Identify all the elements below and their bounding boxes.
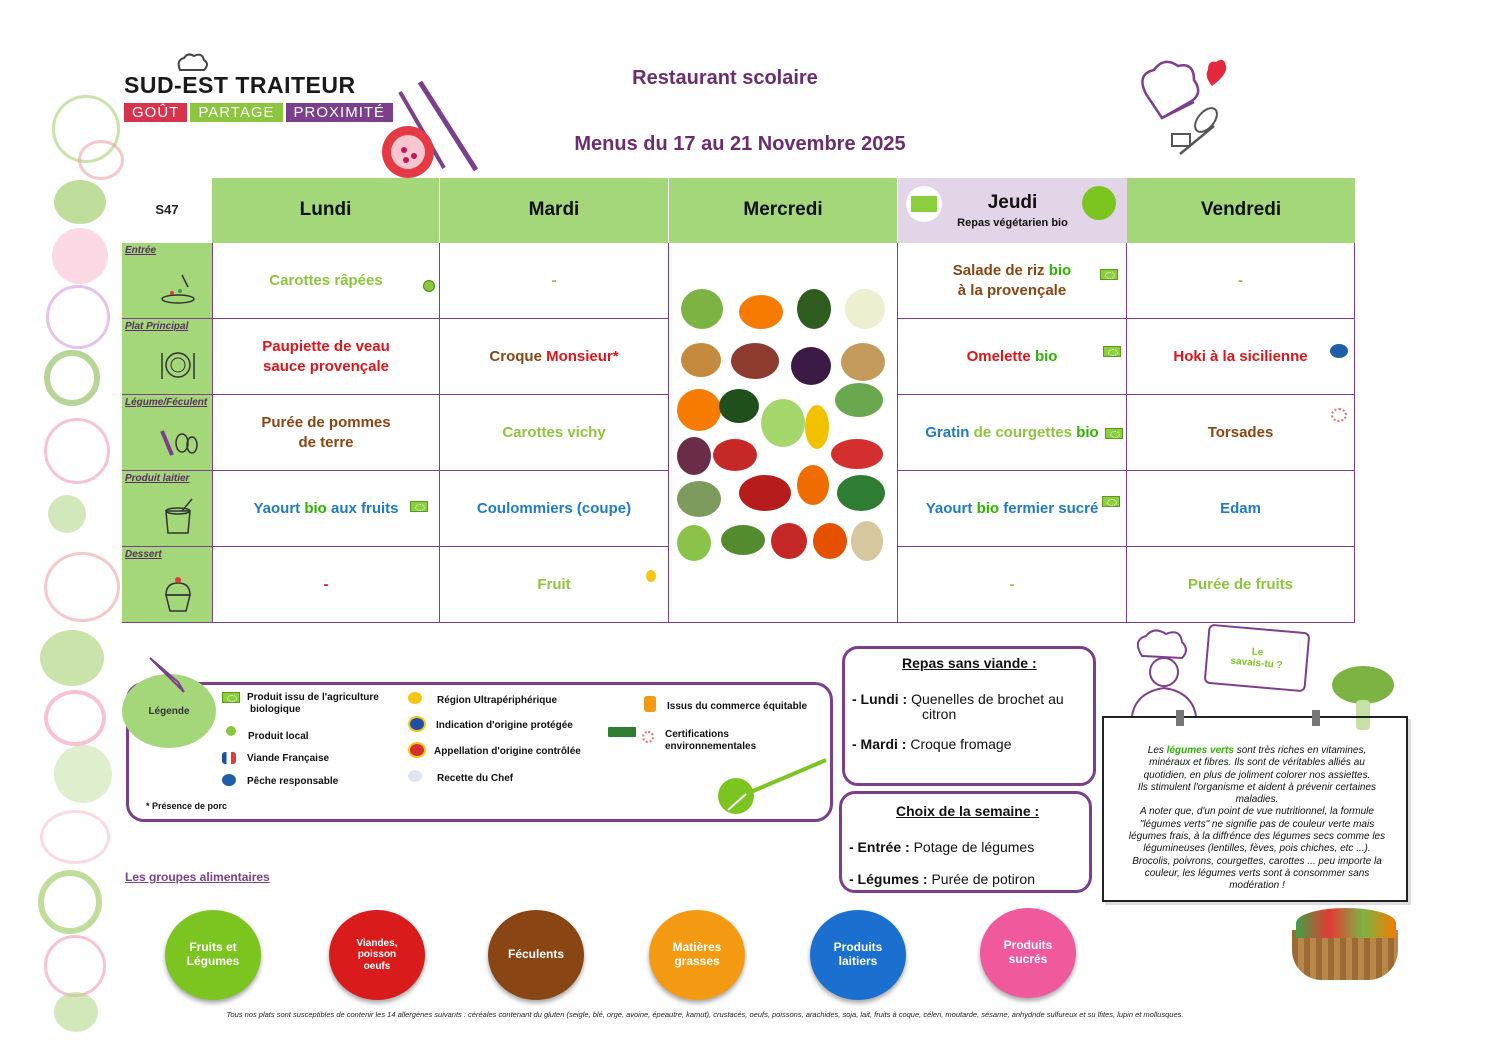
groupe-laitiers-l2: laitiers bbox=[838, 954, 878, 968]
sans-viande-mardi bbox=[852, 736, 1012, 752]
savais-tu-line-9: Brocolis, poivrons, courgettes, carottes ... peu importe la bbox=[1132, 855, 1382, 867]
celeriac-image bbox=[851, 521, 883, 561]
groupe-feculents-label: Féculents bbox=[507, 947, 564, 962]
jeudi-laitier bbox=[898, 471, 1127, 547]
sans-viande-lundi bbox=[852, 691, 1064, 707]
jeudi-laitier-bio: bio bbox=[976, 499, 1000, 517]
savais-tu-text bbox=[1112, 745, 1402, 893]
savais-tu-legumes-verts: légumes verts bbox=[1166, 745, 1234, 756]
allergen-footer: Tous nos plats sont susceptibles de contenir les 14 allergènes suivants : céréales contenant du gluten (seigle, blé, orge, avoine, épeautre, kamut), crustacés, oeufs, poissons, arachides, soja, lait, fruits à coque, céleri, moutarde, sésame, anhydride sulfureux et su lfites, lupin et mollusques. bbox=[226, 1010, 1184, 1019]
legend-item-igp: Indication d'origine protégée bbox=[436, 720, 573, 731]
lundi-plat-line1: Paupiette de veau bbox=[262, 338, 390, 355]
groupe-grasses-l2: grasses bbox=[674, 954, 720, 968]
lundi-entree bbox=[212, 243, 440, 319]
pepper-stack-image bbox=[805, 405, 829, 449]
savais-tu-line-1: minéraux et fibres. Ils sont de véritables alliés au bbox=[1149, 757, 1365, 769]
red-cabbage-image bbox=[677, 437, 711, 475]
choix-entree-label: - Entrée : bbox=[849, 839, 910, 855]
mixed-veg-image bbox=[731, 343, 779, 379]
category-plat bbox=[122, 319, 212, 395]
apple-drawing bbox=[44, 552, 120, 622]
legend-viande-francaise-icon bbox=[222, 752, 236, 764]
vegetables-icon bbox=[158, 421, 198, 461]
meat-drawing bbox=[44, 418, 110, 484]
region-ultraperipherique-icon bbox=[646, 570, 656, 582]
vendredi-plat-text: Hoki à la sicilienne bbox=[1173, 347, 1308, 365]
day-header-vendredi bbox=[1127, 178, 1355, 243]
carrots-bunch-image bbox=[677, 389, 721, 431]
vendredi-entree bbox=[1127, 243, 1355, 319]
day-name-vendredi: Vendredi bbox=[1200, 199, 1282, 221]
peche-responsable-icon bbox=[1330, 344, 1348, 358]
jeudi-bio-logo-icon bbox=[906, 186, 942, 222]
savais-tu-clip-left bbox=[1176, 710, 1184, 726]
orange-slice-drawing bbox=[38, 870, 102, 934]
category-label-dessert: Dessert bbox=[125, 549, 162, 560]
day-header-mercredi bbox=[669, 178, 898, 243]
savais-tu-p1 bbox=[1112, 745, 1402, 757]
legend-item-equitable: Issus du commerce équitable bbox=[667, 701, 808, 712]
mardi-plat-text bbox=[489, 347, 618, 367]
herbs-image bbox=[835, 383, 883, 417]
local-product-icon bbox=[423, 280, 435, 292]
legend-env-green-icon bbox=[608, 727, 636, 737]
red-peppers-image bbox=[739, 475, 791, 511]
radish-image bbox=[713, 439, 757, 471]
mardi-legume-text: Carottes vichy bbox=[502, 423, 606, 441]
tomatoes-image bbox=[831, 439, 883, 469]
sans-viande-mardi-text: Croque fromage bbox=[910, 736, 1012, 752]
choix-legumes bbox=[849, 871, 1035, 887]
jeudi-legume-a: Gratin bbox=[925, 423, 970, 441]
onion-drawing bbox=[46, 285, 110, 349]
legend-env-icon bbox=[642, 731, 654, 743]
bio-label-icon bbox=[1105, 428, 1123, 439]
legend-item-viande: Viande Française bbox=[247, 753, 330, 764]
legend-bio-icon bbox=[222, 692, 240, 703]
bio-label-icon bbox=[1100, 269, 1118, 280]
lundi-legume bbox=[212, 395, 440, 471]
week-number: S47 bbox=[155, 202, 179, 218]
legend-item-aoc: Appellation d'origine contrôlée bbox=[434, 746, 581, 757]
brand-tagline bbox=[124, 103, 393, 122]
legend-item-bio bbox=[247, 692, 379, 715]
lundi-entree-text: Carottes râpées bbox=[269, 271, 383, 289]
category-label-plat: Plat Principal bbox=[125, 321, 189, 332]
squash-image bbox=[813, 523, 847, 559]
beet-drawing bbox=[54, 745, 112, 803]
vendredi-plat bbox=[1127, 319, 1355, 395]
choix-entree-text: Potage de légumes bbox=[913, 839, 1035, 855]
jeudi-subtitle: Repas végétarien bio bbox=[957, 216, 1068, 229]
lundi-laitier-c: aux fruits bbox=[331, 499, 399, 517]
savais-tu-note bbox=[1102, 716, 1408, 902]
legend-item-region: Région Ultrapériphérique bbox=[437, 695, 558, 706]
groupe-fruits-legumes bbox=[165, 910, 261, 1000]
choix-legumes-label: - Légumes : bbox=[849, 871, 928, 887]
savais-tu-line1: Le bbox=[1251, 646, 1264, 659]
legend-item-bio-l2: biologique bbox=[250, 703, 301, 715]
jeudi-legume-text bbox=[925, 423, 1098, 443]
mardi-plat-a: Croque bbox=[489, 347, 542, 365]
lundi-dessert bbox=[212, 547, 440, 623]
lundi-plat bbox=[212, 319, 440, 395]
page-title: Restaurant scolaire bbox=[632, 67, 818, 89]
tagline-gout: GOÛT bbox=[124, 103, 187, 122]
salad-plate-icon bbox=[158, 269, 198, 309]
choix-entree bbox=[849, 839, 1034, 855]
strawberry-drawing bbox=[44, 935, 106, 997]
mardi-plat bbox=[440, 319, 669, 395]
legend-equitable-icon bbox=[644, 696, 656, 712]
legend-title: Légende bbox=[148, 705, 190, 717]
groupe-viandes bbox=[329, 910, 425, 1000]
groupe-laitiers-l1: Produits bbox=[833, 940, 883, 955]
vendredi-dessert bbox=[1127, 547, 1355, 623]
mardi-laitier-text: Coulommiers (coupe) bbox=[476, 499, 632, 517]
jeudi-legume-b: de courgettes bbox=[973, 423, 1073, 441]
groupe-fruits-l1: Fruits et bbox=[189, 940, 237, 955]
mardi-plat-b: Monsieur* bbox=[546, 347, 619, 365]
lundi-legume-line2: de terre bbox=[298, 433, 354, 451]
jeudi-plat bbox=[898, 319, 1127, 395]
savais-tu-line-11: modération ! bbox=[1229, 880, 1285, 892]
brand-name: SUD-EST TRAITEUR bbox=[124, 72, 356, 98]
lundi-plat-line2: sauce provençale bbox=[263, 357, 389, 375]
category-label-legume: Légume/Féculent bbox=[125, 397, 208, 408]
pomegranate-cutlery-icon bbox=[376, 78, 488, 182]
groupe-feculents bbox=[488, 910, 584, 1000]
green-beans-image bbox=[721, 525, 765, 555]
melon-drawing bbox=[52, 228, 108, 284]
legend-region-icon bbox=[408, 692, 422, 704]
category-laitier bbox=[122, 471, 212, 547]
savais-tu-line-3: Ils stimulent l'organisme et aident à prévenir certaines bbox=[1137, 781, 1377, 793]
legend-item-env-l2: environnementales bbox=[665, 740, 757, 752]
legend-item-env-l1: Certifications bbox=[665, 729, 729, 740]
mercredi-vegetables-image bbox=[669, 243, 898, 623]
savais-tu-clip-right bbox=[1312, 710, 1320, 726]
legend-item-bio-l1: Produit issu de l'agriculture bbox=[247, 692, 379, 703]
repas-sans-viande-title: Repas sans viande : bbox=[902, 655, 1037, 671]
chef-hat-heart-icon bbox=[1134, 54, 1234, 164]
vendredi-entree-text: - bbox=[1238, 271, 1243, 289]
chef-character-icon bbox=[1126, 626, 1210, 718]
zucchini-image bbox=[797, 289, 831, 329]
pumpkin-image bbox=[797, 465, 829, 505]
savais-tu-p1-c: sont très riches en vitamines, bbox=[1236, 745, 1367, 756]
broccoli-character-image bbox=[1332, 666, 1394, 704]
savais-tu-line-6: "légumes verts" ne signifie pas de couleur verte mais bbox=[1139, 818, 1375, 830]
lundi-laitier-text bbox=[253, 499, 398, 519]
legend-igp-icon bbox=[408, 716, 426, 732]
savais-tu-line-2: quotidien, en plus de joliment colorer nos assiettes. bbox=[1143, 769, 1371, 781]
jeudi-legume-bio: bio bbox=[1076, 423, 1099, 441]
jeudi-laitier-a: Yaourt bbox=[925, 499, 973, 517]
jeudi-laitier-text bbox=[926, 499, 1099, 519]
kiwi-drawing bbox=[44, 350, 100, 406]
groupe-viandes-l2: poisson bbox=[357, 949, 397, 961]
carrots-image bbox=[739, 295, 783, 329]
jeudi-entree-bio: bio bbox=[1048, 262, 1072, 279]
legend-local-icon bbox=[226, 726, 236, 736]
vendredi-dessert-text: Purée de fruits bbox=[1187, 575, 1294, 593]
basket-vegetables-image bbox=[1296, 908, 1396, 938]
sans-viande-lundi-cont: citron bbox=[922, 706, 957, 722]
vendredi-legume-text: Torsades bbox=[1207, 423, 1274, 441]
jeudi-plat-a: Omelette bbox=[966, 347, 1031, 365]
savais-tu-line-8: légumineuses (lentilles, fèves, pois chiches, etc ...). bbox=[1143, 843, 1371, 855]
certification-env-icon bbox=[1331, 408, 1347, 422]
day-name-lundi: Lundi bbox=[299, 199, 352, 221]
legend-chef-icon bbox=[408, 770, 422, 782]
bio-label-icon bbox=[410, 501, 428, 512]
potato-drawing bbox=[40, 810, 110, 864]
mardi-legume bbox=[440, 395, 669, 471]
jeudi-plat-text bbox=[967, 347, 1058, 367]
tomato-slice-drawing bbox=[44, 690, 106, 746]
onions-image bbox=[681, 343, 721, 377]
legend-item-peche: Pêche responsable bbox=[247, 776, 339, 787]
groupe-produits-laitiers bbox=[810, 910, 906, 1000]
pen-nib-icon bbox=[148, 656, 188, 696]
artichokes-image bbox=[677, 481, 721, 517]
yogurt-pot-icon bbox=[158, 497, 198, 537]
day-header-mardi bbox=[440, 178, 669, 243]
savais-tu-line-4: maladies. bbox=[1235, 794, 1279, 806]
category-label-entree: Entrée bbox=[125, 245, 157, 256]
legend-item-local: Produit local bbox=[248, 731, 309, 742]
day-name-jeudi: Jeudi bbox=[987, 192, 1038, 213]
red-tomato-image bbox=[771, 523, 807, 559]
pepper-drawing bbox=[78, 140, 124, 180]
legend-peche-icon bbox=[222, 774, 236, 786]
sans-viande-lundi-text: Quenelles de brochet au bbox=[911, 691, 1064, 707]
savais-tu-line-5: A noter que, d'un point de vue nutritionnel, la formule bbox=[1140, 806, 1374, 818]
category-label-laitier: Produit laitier bbox=[125, 473, 190, 484]
mardi-dessert-text: Fruit bbox=[537, 575, 571, 593]
jeudi-entree-line1 bbox=[953, 261, 1071, 281]
jeudi-entree-line2: à la provençale bbox=[957, 281, 1067, 299]
legend-aoc-icon bbox=[408, 742, 426, 758]
category-dessert bbox=[122, 547, 212, 623]
cucumber-drawing bbox=[48, 495, 86, 533]
jeudi-legume bbox=[898, 395, 1127, 471]
savais-tu-line2: savais-tu ? bbox=[1230, 655, 1284, 672]
mardi-dessert bbox=[440, 547, 669, 623]
category-legume bbox=[122, 395, 212, 471]
savais-tu-line-7: légumes frais, à la diffrénce des légumes secs comme les bbox=[1128, 831, 1386, 843]
legend-porc-note: * Présence de porc bbox=[146, 801, 228, 811]
sans-viande-lundi-label: - Lundi : bbox=[852, 691, 908, 707]
tagline-partage: PARTAGE bbox=[190, 103, 282, 122]
lime-drawing bbox=[54, 180, 106, 224]
sans-viande-mardi-label: - Mardi : bbox=[852, 736, 907, 752]
groupe-grasses-l1: Matières bbox=[672, 940, 722, 955]
lundi-laitier-bio: bio bbox=[304, 499, 327, 517]
jeudi-dessert bbox=[898, 547, 1127, 623]
lundi-dessert-text: - bbox=[323, 575, 329, 593]
vendredi-laitier bbox=[1127, 471, 1355, 547]
lundi-laitier bbox=[212, 471, 440, 547]
jeudi-entree bbox=[898, 243, 1127, 319]
day-name-mardi: Mardi bbox=[528, 199, 580, 221]
groupe-sucres-l1: Produits bbox=[1003, 938, 1053, 953]
lundi-laitier-a: Yaourt bbox=[253, 499, 301, 517]
menu-date-range: Menus du 17 au 21 Novembre 2025 bbox=[574, 133, 906, 155]
groupe-fruits-l2: Légumes bbox=[186, 954, 240, 968]
day-header-lundi bbox=[212, 178, 440, 243]
brussels-image bbox=[677, 525, 711, 561]
cucumbers-image bbox=[719, 389, 759, 423]
choix-legumes-text: Purée de potiron bbox=[931, 871, 1035, 887]
mardi-entree-text: - bbox=[551, 271, 557, 289]
legend-item-chef: Recette du Chef bbox=[437, 773, 514, 784]
cauliflower-image bbox=[845, 289, 885, 329]
groupe-matieres-grasses bbox=[649, 910, 745, 1000]
fork-broccoli-icon bbox=[706, 754, 830, 820]
cabbage-image bbox=[761, 399, 805, 447]
lettuce-image bbox=[681, 289, 723, 329]
savais-tu-line-10: couleur, les légumes verts sont à consommer sans bbox=[1144, 867, 1370, 879]
ginger-image bbox=[841, 343, 885, 381]
lundi-legume-line1: Purée de pommes bbox=[261, 414, 391, 431]
groupe-viandes-l1: Viandes, bbox=[356, 937, 398, 949]
cauliflower-drawing bbox=[40, 630, 104, 686]
groupe-viandes-l3: oeufs bbox=[363, 960, 391, 972]
jeudi-laitier-c: fermier sucré bbox=[1003, 499, 1099, 517]
tagline-proximite: PROXIMITÉ bbox=[286, 103, 394, 122]
groupe-produits-sucres bbox=[980, 908, 1076, 998]
artichoke-drawing bbox=[54, 992, 98, 1032]
jeudi-dessert-text: - bbox=[1009, 575, 1015, 593]
bio-label-icon bbox=[1103, 346, 1121, 357]
groupe-sucres-l2: sucrés bbox=[1008, 952, 1048, 966]
chef-hat-logo-icon bbox=[174, 52, 210, 74]
choix-semaine-title: Choix de la semaine : bbox=[896, 803, 1040, 819]
cupcake-icon bbox=[158, 573, 198, 613]
legend-item-env bbox=[665, 729, 756, 752]
kale-image bbox=[837, 475, 885, 511]
category-entree bbox=[122, 243, 212, 319]
mardi-laitier bbox=[440, 471, 669, 547]
mardi-entree bbox=[440, 243, 669, 319]
savais-tu-bubble bbox=[1204, 624, 1311, 693]
groupes-title: Les groupes alimentaires bbox=[125, 870, 270, 884]
bio-label-icon bbox=[1102, 496, 1120, 507]
day-name-mercredi: Mercredi bbox=[743, 199, 823, 221]
savais-tu-p1-a: Les bbox=[1147, 745, 1164, 756]
vendredi-laitier-text: Edam bbox=[1220, 499, 1261, 517]
vendredi-legume bbox=[1127, 395, 1355, 471]
vegetarian-logo-icon bbox=[1082, 186, 1116, 220]
jeudi-plat-bio: bio bbox=[1034, 347, 1058, 365]
plate-cutlery-icon bbox=[158, 345, 198, 385]
eggplant-image bbox=[791, 347, 831, 385]
jeudi-entree-a: Salade de riz bbox=[952, 262, 1045, 279]
